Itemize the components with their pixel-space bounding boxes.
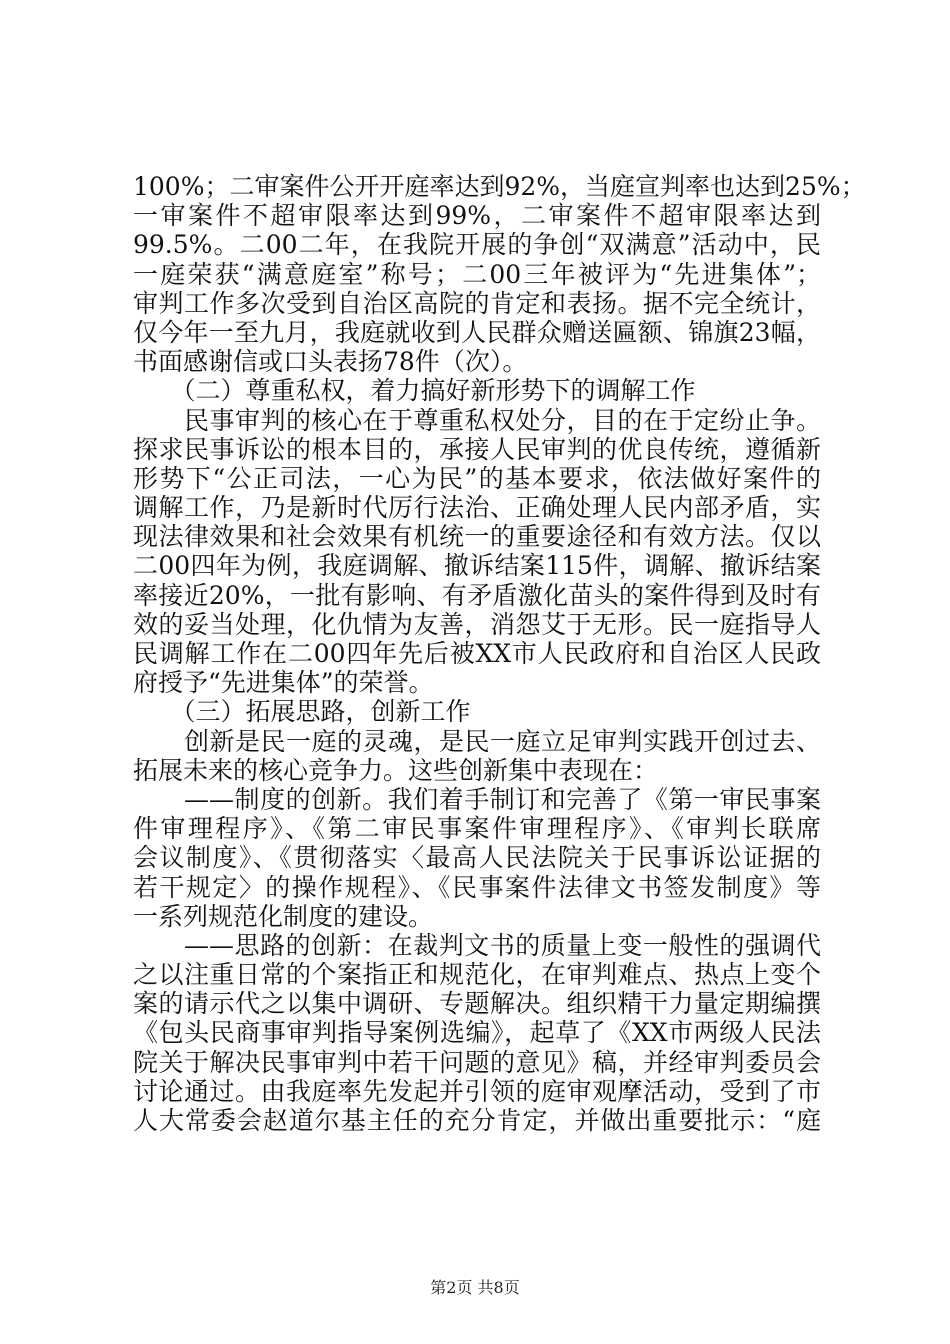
page-footer [0, 1278, 950, 1298]
text-line: 仅今年一至九月，我庭就收到人民群众赠送匾额、锦旗23幅， [133, 317, 821, 347]
text-line: 一审案件不超审限率达到99%，二审案件不超审限率达到 [133, 201, 821, 231]
text-line: ——思路的创新：在裁判文书的质量上变一般性的强调代 [133, 930, 821, 960]
text-line: 一庭荣获“满意庭室”称号；二00三年被评为“先进集体”； [133, 259, 821, 289]
text-line: 会议制度》、《贯彻落实〈最高人民法院关于民事诉讼证据的 [133, 843, 821, 873]
text-line: 之以注重日常的个案指正和规范化，在审判难点、热点上变个 [133, 960, 821, 990]
text-line: 一系列规范化制度的建设。 [133, 901, 434, 931]
text-line: 创新是民一庭的灵魂，是民一庭立足审判实践开创过去、 [133, 726, 821, 756]
text-line: 100%；二审案件公开开庭率达到92%，当庭宣判率也达到25%； [133, 172, 866, 201]
text-line: 书面感谢信或口头表扬78件（次）。 [133, 347, 528, 377]
text-line: 民调解工作在二00四年先后被XX市人民政府和自治区人民政 [133, 639, 821, 668]
text-line: 调解工作，乃是新时代厉行法治、正确处理人民内部矛盾，实 [133, 493, 821, 523]
text-line: 若干规定〉的操作规程》、《民事案件法律文书签发制度》等 [133, 872, 821, 902]
text-line: （三）拓展思路，创新工作 [133, 697, 471, 727]
text-line: 《包头民商事审判指导案例选编》，起草了《XX市两级人民法 [133, 1018, 821, 1048]
text-line: 二00四年为例，我庭调解、撤诉结案115件，调解、撤诉结案 [133, 551, 821, 581]
text-line: 人大常委会赵道尔基主任的充分肯定，并做出重要批示：“庭 [133, 1106, 821, 1135]
document-body [133, 172, 866, 1135]
text-line: 现法律效果和社会效果有机统一的重要途径和有效方法。仅以 [133, 522, 821, 552]
text-line: 讨论通过。由我庭率先发起并引领的庭审观摩活动，受到了市 [133, 1076, 821, 1106]
text-line: 效的妥当处理，化仇情为友善，消怨艾于无形。民一庭指导人 [133, 609, 821, 639]
page-number-label: 第2页 共8页 [430, 1278, 520, 1297]
text-line: 探求民事诉讼的根本目的，承接人民审判的优良传统，遵循新 [133, 434, 821, 464]
text-line: ——制度的创新。我们着手制订和完善了《第一审民事案 [133, 784, 821, 814]
text-line: 形势下“公正司法，一心为民”的基本要求，依法做好案件的 [133, 463, 821, 493]
text-line: 99.5%。二00二年，在我院开展的争创“双满意”活动中，民 [133, 230, 821, 260]
text-line: 拓展未来的核心竞争力。这些创新集中表现在： [133, 755, 659, 785]
text-line: （二）尊重私权，着力搞好新形势下的调解工作 [133, 376, 696, 406]
text-line: 院关于解决民事审判中若干问题的意见》稿，并经审判委员会 [133, 1047, 821, 1077]
text-line: 民事审判的核心在于尊重私权处分，目的在于定纷止争。 [133, 405, 821, 435]
text-line: 府授予“先进集体”的荣誉。 [133, 668, 434, 698]
text-line: 案的请示代之以集中调研、专题解决。组织精干力量定期编撰 [133, 989, 821, 1019]
text-line: 件审理程序》、《第二审民事案件审理程序》、《审判长联席 [133, 814, 821, 844]
text-line: 审判工作多次受到自治区高院的肯定和表扬。据不完全统计， [133, 288, 821, 318]
text-line: 率接近20%，一批有影响、有矛盾激化苗头的案件得到及时有 [133, 580, 821, 610]
